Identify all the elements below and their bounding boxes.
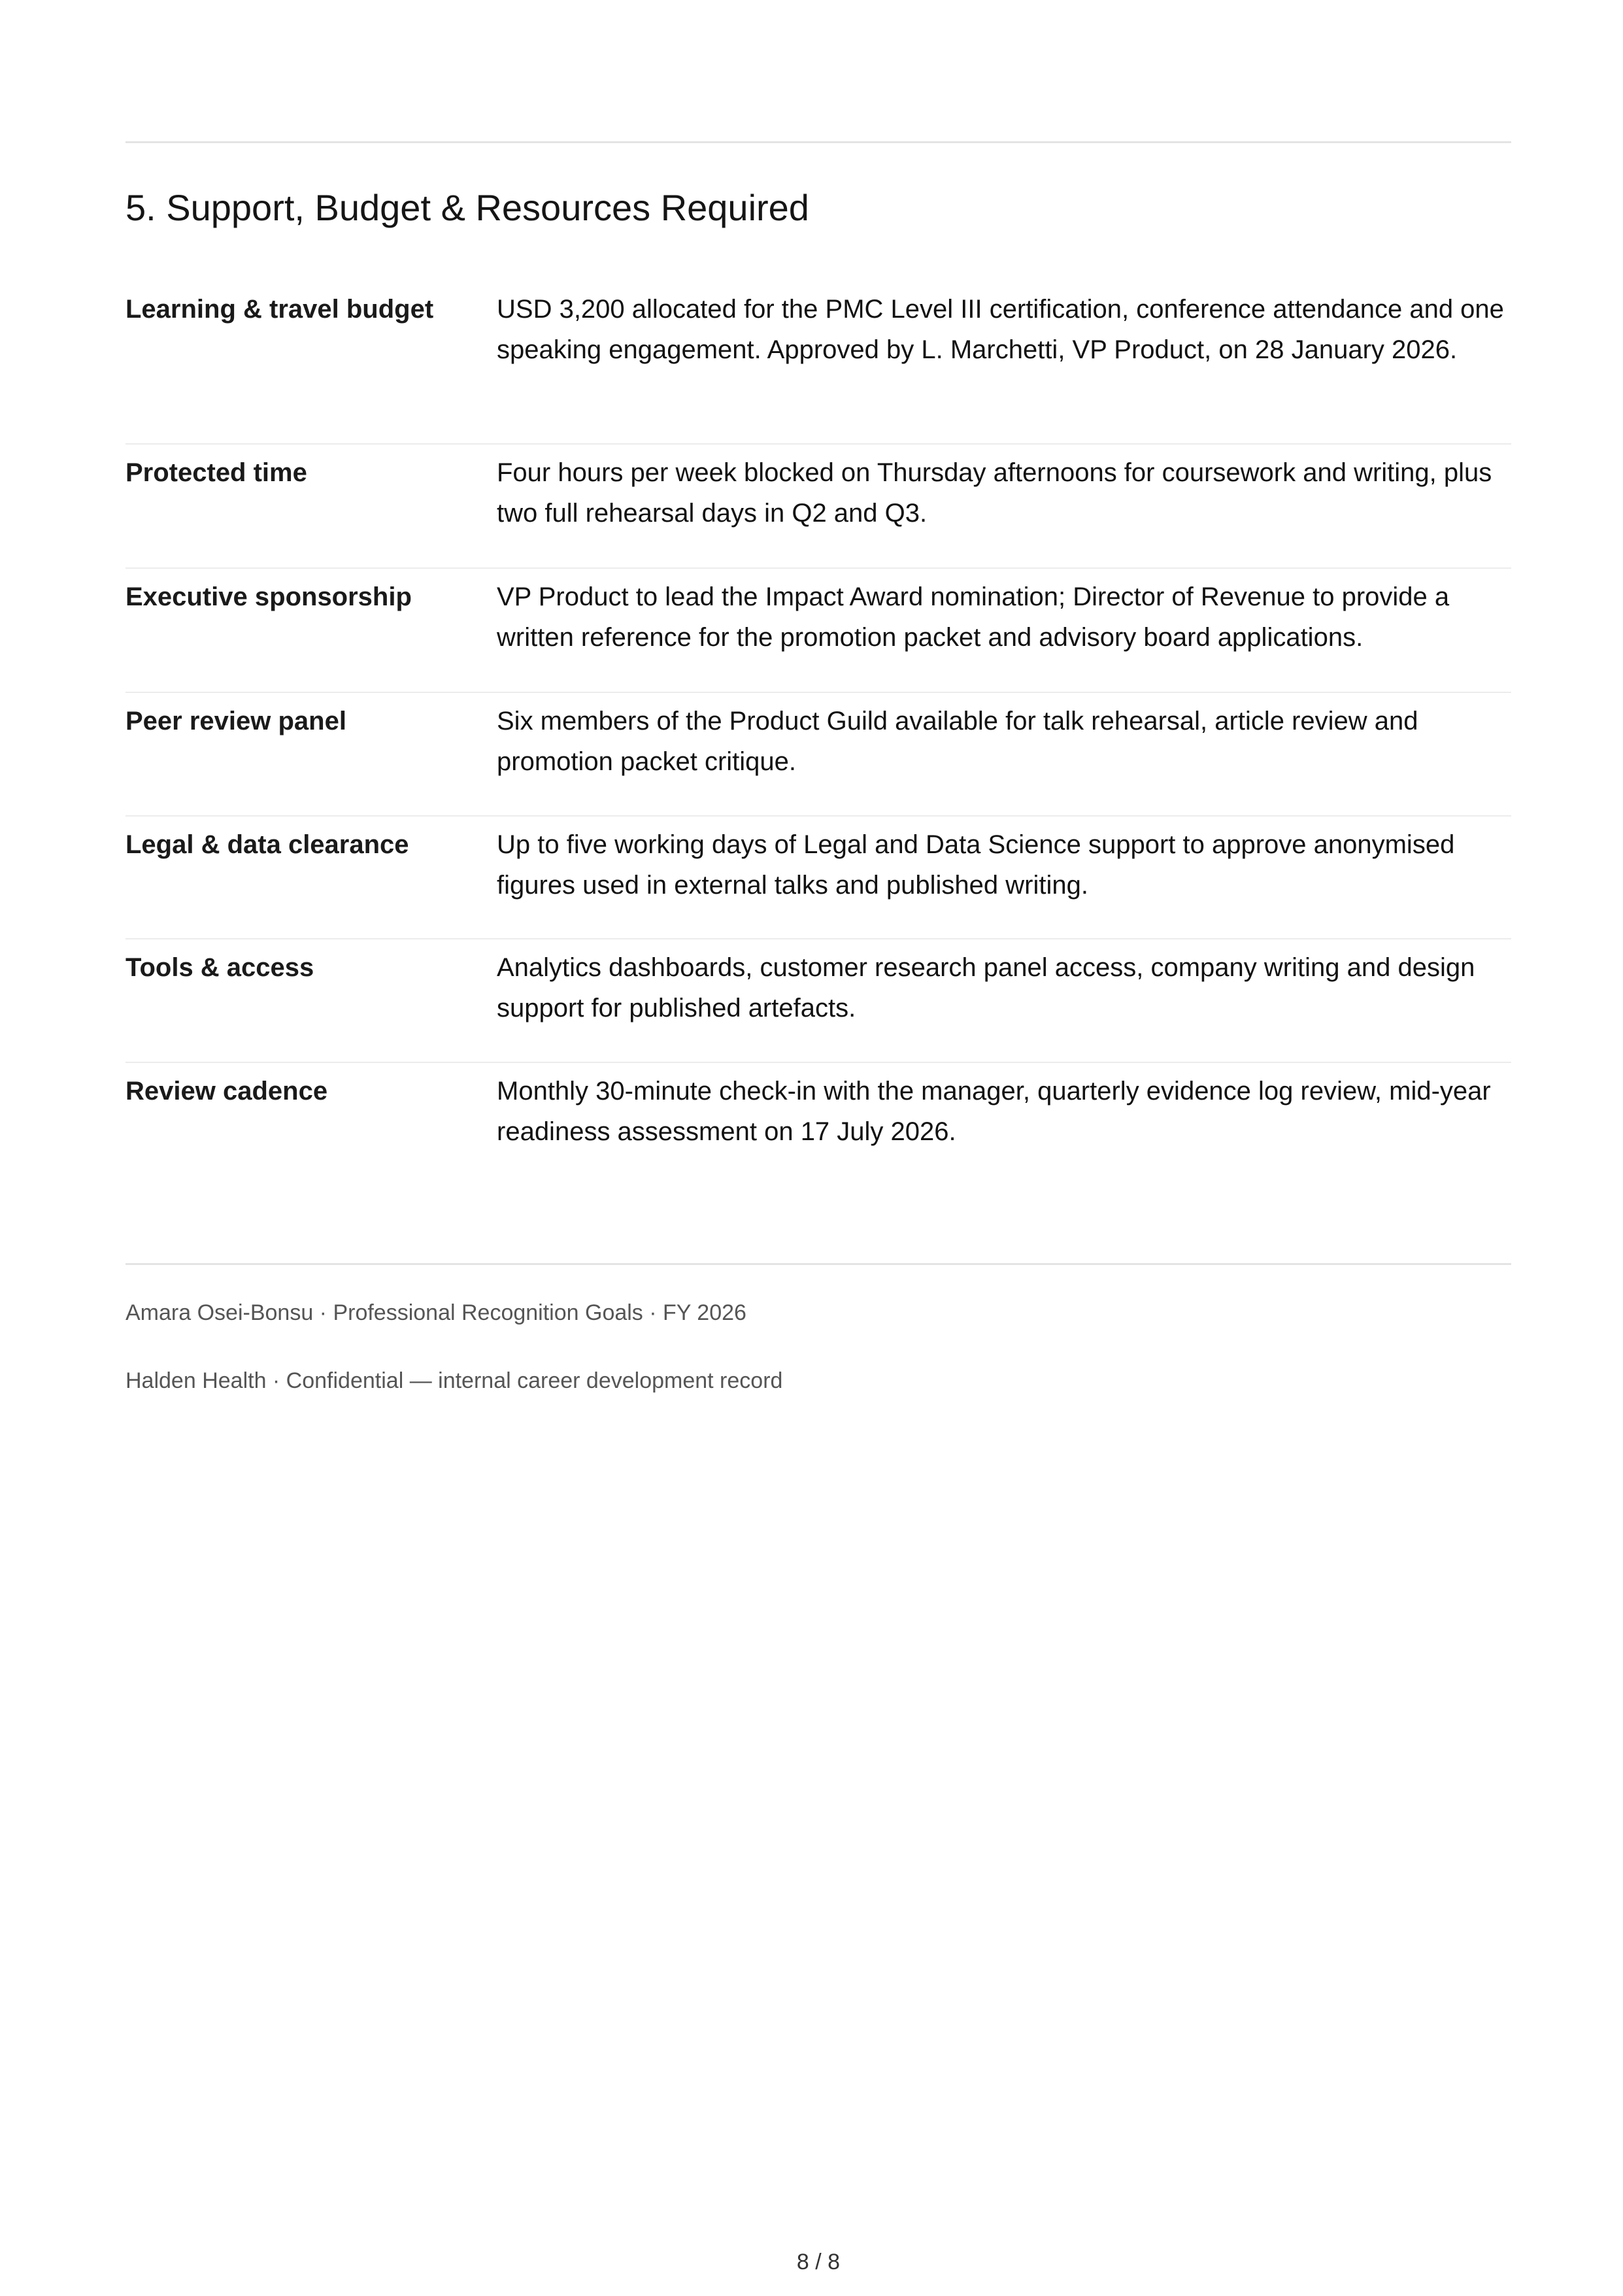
resources-table [125,281,1511,1187]
document-page [125,0,1511,2296]
resource-value: Four hours per week blocked on Thursday afternoons for coursework and writing, plus two full rehearsal days in Q2 and Q3. [497,458,1492,528]
footer-divider [125,1263,1511,1265]
resource-label: Tools & access [125,953,314,982]
resource-label: Peer review panel [125,707,346,735]
section-title: 5. Support, Budget & Resources Required [125,187,809,228]
resource-label: Executive sponsorship [125,582,412,611]
top-divider [125,141,1511,143]
resource-row-executive-sponsorship [125,569,1511,693]
resource-row-learning-budget [125,281,1511,445]
resource-row-legal-clearance [125,817,1511,939]
resource-label: Learning & travel budget [125,295,434,324]
resource-label: Protected time [125,458,307,487]
resource-value: VP Product to lead the Impact Award nomination; Director of Revenue to provide a written reference for the promotion packet and advisory board applications. [497,582,1450,652]
resource-label: Review cadence [125,1077,328,1106]
resource-row-protected-time [125,445,1511,569]
page-number: 8 / 8 [796,2250,841,2274]
resource-label: Legal & data clearance [125,830,409,859]
resource-row-review-cadence [125,1063,1511,1187]
resource-row-tools-access [125,939,1511,1063]
resource-value: USD 3,200 allocated for the PMC Level III certification, conference attendance and one speaking engagement. Approved by L. Marchetti, VP Product, on 28 January 2026. [497,295,1504,364]
resource-row-peer-review [125,693,1511,817]
resource-value: Six members of the Product Guild available for talk rehearsal, article review and promotion packet critique. [497,707,1418,776]
footer-document-info: Amara Osei-Bonsu · Professional Recognition Goals · FY 2026 [125,1300,746,1325]
resource-value: Analytics dashboards, customer research panel access, company writing and design support for published artefacts. [497,953,1475,1022]
resource-value: Monthly 30-minute check-in with the manager, quarterly evidence log review, mid-year readiness assessment on 17 July 2026. [497,1077,1491,1146]
footer-confidentiality: Halden Health · Confidential — internal career development record [125,1368,783,1393]
resource-value: Up to five working days of Legal and Data Science support to approve anonymised figures used in external talks and published writing. [497,830,1455,900]
